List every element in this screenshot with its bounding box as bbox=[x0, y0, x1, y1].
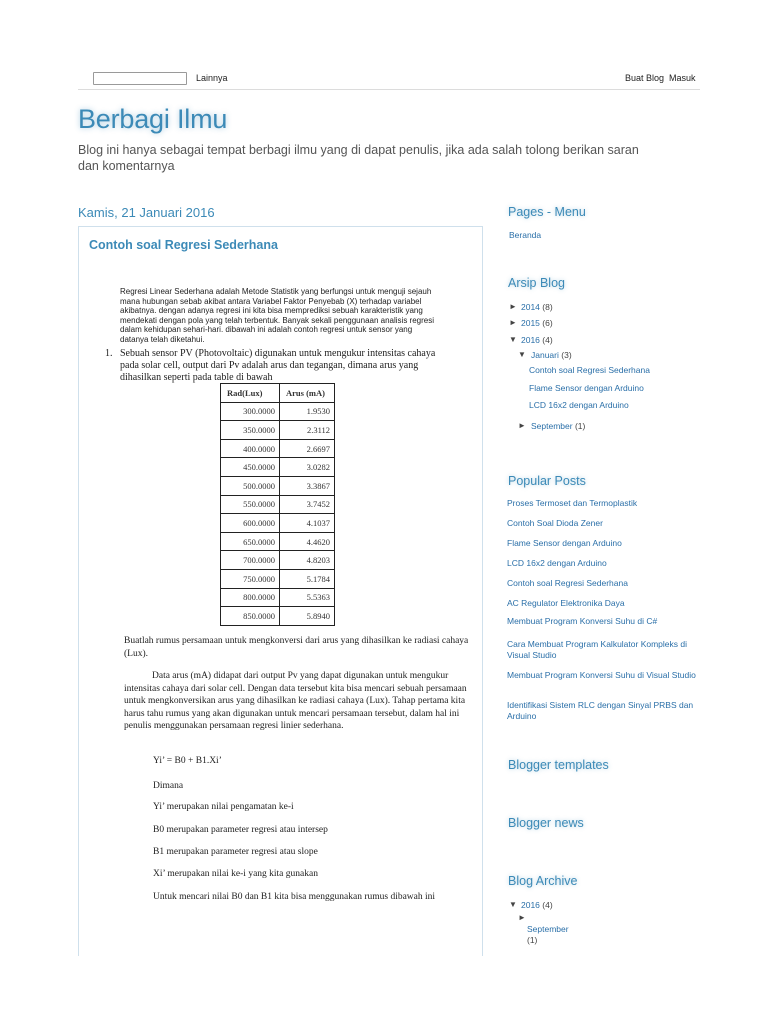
pages-menu-heading: Pages - Menu bbox=[508, 205, 586, 219]
table-row bbox=[221, 458, 335, 477]
formula: Yi’ = B0 + B1.Xi’ bbox=[153, 756, 222, 766]
archive-post-link[interactable]: Flame Sensor dengan Arduino bbox=[529, 383, 644, 393]
table-cell: 5.5363 bbox=[280, 588, 335, 607]
popular-posts-heading: Popular Posts bbox=[508, 474, 586, 488]
navbar bbox=[78, 68, 700, 90]
page-link-home[interactable]: Beranda bbox=[509, 230, 542, 240]
post-title[interactable]: Contoh soal Regresi Sederhana bbox=[89, 238, 278, 252]
popular-post-link[interactable]: LCD 16x2 dengan Arduino bbox=[507, 558, 607, 568]
table-cell: 750.0000 bbox=[221, 569, 280, 588]
question-text: Sebuah sensor PV (Photovoltaic) digunakan untuk mengukur intensitas cahaya pada solar cell, output dari Pv adalah arus dan tegangan, dimana arus yang dihasilkan seperti pada table di bawah bbox=[120, 348, 436, 383]
table-cell: 4.8203 bbox=[280, 551, 335, 570]
table-row bbox=[221, 495, 335, 514]
question-number: 1. bbox=[105, 348, 113, 359]
where-text: Dimana bbox=[153, 781, 184, 791]
table-cell: 2.3112 bbox=[280, 421, 335, 440]
post-intro: Regresi Linear Sederhana adalah Metode Statistik yang berfungsi untuk menguji sejauh mana hubungan sebab akibat antara Variabel Faktor Penyebab (X) terhadap variabel akibatnya. dengan adanya regresi ini kita bisa memprediksi sebuah karakteristik yang mendekati dengan pola yang telah terbentuk. Banyak sekali penggunaan analisis regresi dalam kehidupan sehari-hari. dibawah ini adalah contoh regresi untuk sensor yang datanya telah diketahui. bbox=[120, 287, 434, 344]
table-row bbox=[221, 439, 335, 458]
table-row bbox=[221, 476, 335, 495]
table-row bbox=[221, 607, 335, 626]
expand-down-icon[interactable]: ▼ bbox=[518, 350, 526, 359]
archive-year-2015[interactable]: 2015 (6) bbox=[521, 318, 553, 328]
table-row bbox=[221, 421, 335, 440]
expand-down-icon[interactable]: ▼ bbox=[509, 335, 517, 344]
definition-xi: Xi’ merupakan nilai ke-i yang kita gunakan bbox=[153, 869, 318, 879]
data-table bbox=[220, 383, 335, 626]
search-input[interactable] bbox=[93, 72, 187, 85]
blog-archive-heading: Blog Archive bbox=[508, 874, 578, 888]
blog-title[interactable]: Berbagi Ilmu bbox=[78, 104, 228, 134]
table-row bbox=[221, 514, 335, 533]
table-cell: 850.0000 bbox=[221, 607, 280, 626]
table-row bbox=[221, 551, 335, 570]
table-cell: 3.7452 bbox=[280, 495, 335, 514]
blog-archive-month-september[interactable]: September bbox=[527, 924, 569, 934]
table-cell: 3.0282 bbox=[280, 458, 335, 477]
archive-month-januari[interactable]: Januari (3) bbox=[531, 350, 572, 360]
login-link[interactable]: Masuk bbox=[669, 73, 696, 83]
more-link[interactable]: Lainnya bbox=[196, 73, 228, 83]
table-cell: 5.8940 bbox=[280, 607, 335, 626]
popular-post-link[interactable]: Contoh Soal Dioda Zener bbox=[507, 518, 603, 528]
table-cell: 450.0000 bbox=[221, 458, 280, 477]
table-cell: 550.0000 bbox=[221, 495, 280, 514]
popular-post-link[interactable]: AC Regulator Elektronika Daya bbox=[507, 598, 625, 608]
table-cell: 1.9530 bbox=[280, 402, 335, 421]
table-cell: 400.0000 bbox=[221, 439, 280, 458]
expand-right-icon[interactable]: ► bbox=[509, 302, 517, 311]
expand-right-icon[interactable]: ► bbox=[518, 421, 526, 430]
archive-year-2016[interactable]: 2016 (4) bbox=[521, 335, 553, 345]
popular-post-link[interactable]: Identifikasi Sistem RLC dengan Sinyal PRBS dan Arduino bbox=[507, 700, 694, 721]
table-cell: 4.4620 bbox=[280, 532, 335, 551]
closing-text: Untuk mencari nilai B0 dan B1 kita bisa menggunakan rumus dibawah ini bbox=[153, 892, 436, 902]
post-date: Kamis, 21 Januari 2016 bbox=[78, 205, 215, 220]
popular-post-link[interactable]: Membuat Program Konversi Suhu di Visual Studio bbox=[507, 670, 696, 680]
popular-post-link[interactable]: Cara Membuat Program Kalkulator Kompleks di Visual Studio bbox=[507, 639, 687, 660]
table-header: Rad(Lux) bbox=[221, 384, 280, 403]
table-cell: 300.0000 bbox=[221, 402, 280, 421]
table-cell: 2.6697 bbox=[280, 439, 335, 458]
archive-month-september[interactable]: September (1) bbox=[531, 421, 586, 431]
archive-heading: Arsip Blog bbox=[508, 276, 565, 290]
archive-year-2014[interactable]: 2014 (8) bbox=[521, 302, 553, 312]
popular-post-link[interactable]: Membuat Program Konversi Suhu di C# bbox=[507, 616, 658, 626]
expand-down-icon[interactable]: ▼ bbox=[509, 900, 517, 909]
definition-b1: B1 merupakan parameter regresi atau slope bbox=[153, 847, 318, 857]
expand-right-icon[interactable]: ► bbox=[509, 318, 517, 327]
blog-archive-year-2016[interactable]: 2016 (4) bbox=[521, 900, 553, 910]
table-cell: 4.1037 bbox=[280, 514, 335, 533]
popular-post-link[interactable]: Flame Sensor dengan Arduino bbox=[507, 538, 622, 548]
definition-yi: Yi’ merupakan nilai pengamatan ke-i bbox=[153, 802, 294, 812]
table-cell: 800.0000 bbox=[221, 588, 280, 607]
table-header: Arus (mA) bbox=[280, 384, 335, 403]
table-cell: 650.0000 bbox=[221, 532, 280, 551]
popular-post-link[interactable]: Proses Termoset dan Termoplastik bbox=[507, 498, 638, 508]
task-text: Buatlah rumus persamaan untuk mengkonversi dari arus yang dihasilkan ke radiasi cahaya (Lux). bbox=[124, 636, 469, 659]
blog-archive-count: (1) bbox=[527, 935, 538, 945]
explanation-text: Data arus (mA) didapat dari output Pv yang dapat digunakan untuk mengukur intensitas cahaya dari solar cell. Dengan data tersebut kita bisa mencari sebuah persamaan untuk mengkonversikan arus yang dihasilkan ke radiasi cahaya (Lux). Tahap pertama kita harus tahu rumus yang akan digunakan untuk mencari persamaan tersebut, dalam hal ini penulis menggunakan persamaan regresi linier sederhana. bbox=[124, 671, 467, 731]
create-blog-link[interactable]: Buat Blog bbox=[625, 73, 665, 83]
table-cell: 350.0000 bbox=[221, 421, 280, 440]
expand-right-icon[interactable]: ► bbox=[518, 913, 526, 922]
blogger-news-heading: Blogger news bbox=[508, 816, 584, 830]
table-cell: 600.0000 bbox=[221, 514, 280, 533]
table-row bbox=[221, 588, 335, 607]
table-row bbox=[221, 532, 335, 551]
definition-b0: B0 merupakan parameter regresi atau intersep bbox=[153, 825, 328, 835]
table-row bbox=[221, 569, 335, 588]
blog-description: Blog ini hanya sebagai tempat berbagi ilmu yang di dapat penulis, jika ada salah tolong berikan saran dan komentarnya bbox=[78, 143, 639, 173]
table-row bbox=[221, 402, 335, 421]
table-cell: 3.3867 bbox=[280, 476, 335, 495]
blogger-templates-heading: Blogger templates bbox=[508, 758, 609, 772]
archive-post-link[interactable]: LCD 16x2 dengan Arduino bbox=[529, 400, 629, 410]
popular-post-link[interactable]: Contoh soal Regresi Sederhana bbox=[507, 578, 628, 588]
table-cell: 700.0000 bbox=[221, 551, 280, 570]
post bbox=[78, 226, 483, 956]
archive-post-link[interactable]: Contoh soal Regresi Sederhana bbox=[529, 365, 650, 375]
table-cell: 5.1784 bbox=[280, 569, 335, 588]
table-cell: 500.0000 bbox=[221, 476, 280, 495]
